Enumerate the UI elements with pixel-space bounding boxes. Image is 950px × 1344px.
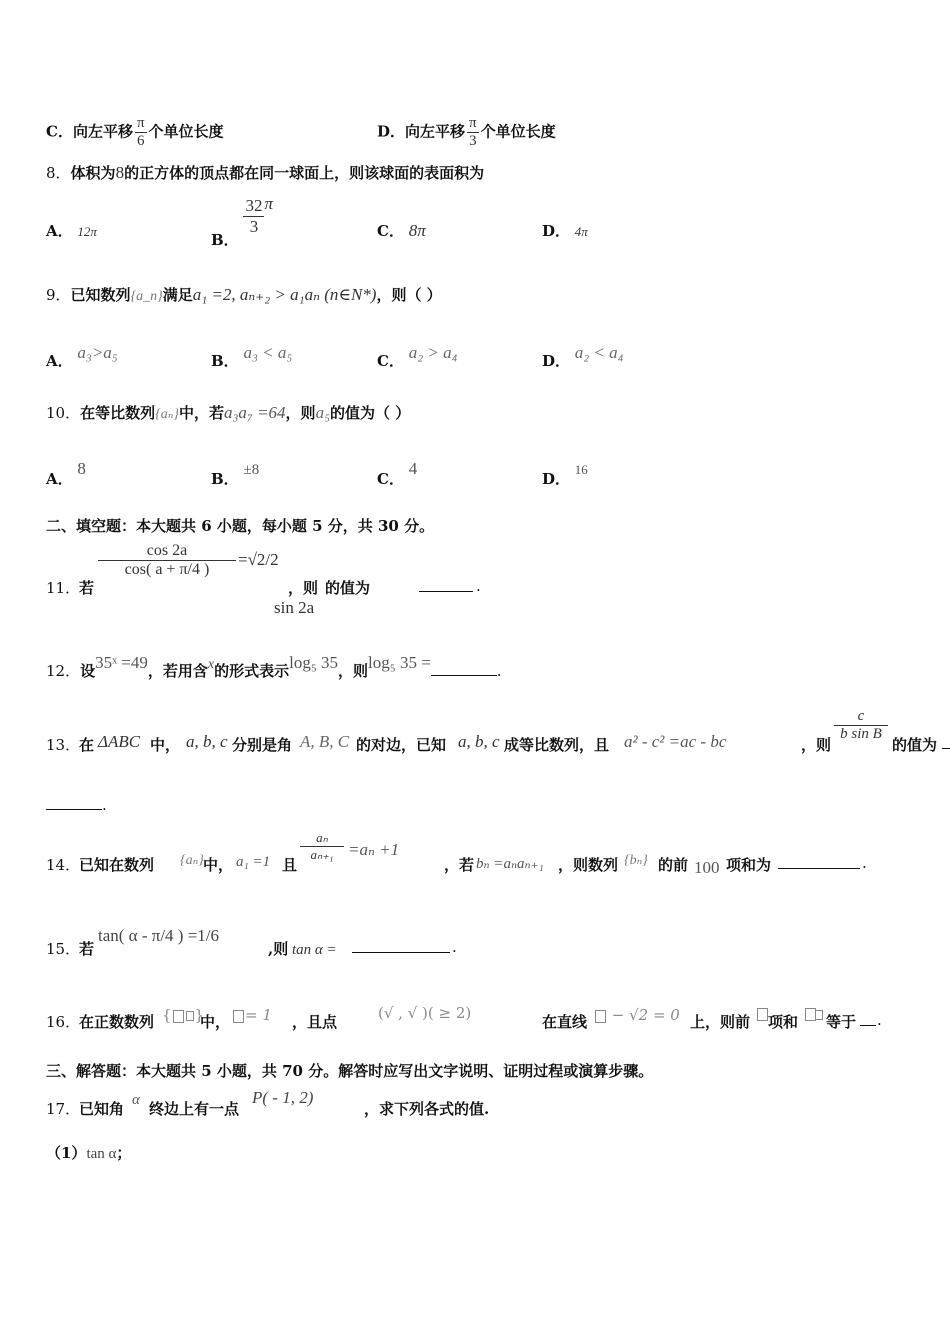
question-12 xyxy=(46,652,502,680)
question-10 xyxy=(46,402,410,423)
question-text: 满足 xyxy=(162,286,193,304)
math-condition-text: = 1 xyxy=(245,1006,272,1024)
period: . xyxy=(452,938,457,956)
math-angle: α xyxy=(132,1092,140,1108)
question-text: ，则数列 xyxy=(558,856,619,874)
frac-num: c xyxy=(834,708,888,726)
question-text: ，求下列各式的值. xyxy=(364,1100,490,1118)
math-sides: a, b, c xyxy=(186,732,228,751)
option-value: 4 xyxy=(408,459,418,478)
answer-blank[interactable] xyxy=(778,854,860,869)
math-sin: sin 2a xyxy=(274,598,315,617)
q8-option-d[interactable] xyxy=(542,220,588,241)
option-text: 向左平移 xyxy=(72,122,133,141)
option-label: C． xyxy=(377,352,404,370)
fraction xyxy=(98,542,236,579)
question-number: 16． xyxy=(46,1013,81,1031)
question-text: 体积为 xyxy=(70,164,116,182)
q10-option-d[interactable] xyxy=(542,458,588,488)
math-triangle: ΔABC xyxy=(98,732,141,751)
section-3-heading: 三、解答题：本大题共 5 小题，共 70 分。解答时应写出文字说明、证明过程或演算步骤。 xyxy=(46,1062,654,1080)
question-text: 中， xyxy=(203,856,234,874)
question-text: ，则 xyxy=(338,662,369,680)
question-8 xyxy=(46,162,484,183)
question-text: 项和为 xyxy=(726,856,772,874)
frac-num: cos 2a xyxy=(98,542,236,561)
frac-den: 6 xyxy=(137,133,145,149)
option-label: B． xyxy=(211,352,239,370)
answer-blank[interactable] xyxy=(419,577,473,592)
question-number: 17． xyxy=(46,1100,81,1118)
option-value: 4π xyxy=(574,224,588,239)
question-text: 已知在数列 xyxy=(79,856,155,874)
question-13-cont xyxy=(46,795,107,814)
q7-option-c xyxy=(46,115,224,150)
math-sequence: {bₙ} xyxy=(624,853,648,868)
question-text: ，则（ ） xyxy=(376,286,442,304)
math-rhs: =aₙ +1 xyxy=(348,840,400,859)
fraction xyxy=(300,830,344,863)
math-target: a₅ xyxy=(315,403,330,422)
question-text: 在 xyxy=(79,736,95,754)
math-line xyxy=(594,1006,680,1024)
q10-option-b[interactable] xyxy=(211,458,260,488)
question-text: 的形式表示 xyxy=(214,662,290,680)
question-text: ； xyxy=(116,1144,132,1162)
fraction xyxy=(135,115,147,150)
period: . xyxy=(877,1011,882,1029)
option-value: 8 xyxy=(77,459,86,478)
frac-den: 3 xyxy=(469,133,477,149)
math-expr: log₅ 35 xyxy=(289,653,339,672)
question-text: 成等比数列，且 xyxy=(504,736,610,754)
math-point: P( - 1, 2) xyxy=(252,1088,314,1107)
option-value: a₂ < a₄ xyxy=(574,343,624,362)
question-number: 11． xyxy=(46,579,81,597)
q10-option-a[interactable] xyxy=(46,458,86,488)
question-text: 已知角 xyxy=(79,1100,125,1118)
period: . xyxy=(476,577,481,595)
frac-den: 3 xyxy=(249,217,259,236)
question-text: ，则 xyxy=(801,736,832,754)
question-text: ，若 xyxy=(444,856,475,874)
question-text: ，若用含 xyxy=(147,662,208,680)
question-text: 的正方体的顶点都在同一球面上，则该球面的表面积为 xyxy=(124,164,485,182)
question-text: 中， xyxy=(200,1013,231,1031)
question-number: 15． xyxy=(46,940,81,958)
period: . xyxy=(496,662,502,680)
q8-option-a[interactable] xyxy=(46,220,97,241)
math-point-text: (√ , √ )( ≥ 2) xyxy=(378,1004,472,1022)
question-text: 分别是角 xyxy=(232,736,293,754)
question-number: 12． xyxy=(46,662,81,680)
question-number: 9． xyxy=(46,286,71,304)
q9-option-b[interactable] xyxy=(211,342,293,370)
math-var: x xyxy=(207,657,215,672)
option-label: D． xyxy=(542,222,571,240)
question-text: 设 xyxy=(80,662,96,680)
question-text: 在正数数列 xyxy=(79,1013,155,1031)
frac-den: aₙ₊₁ xyxy=(310,847,334,862)
option-label: D． xyxy=(542,470,571,488)
question-text: 且 xyxy=(282,856,298,874)
question-text: ，且点 xyxy=(292,1013,338,1031)
q9-option-c[interactable] xyxy=(377,342,458,370)
q8-option-c[interactable] xyxy=(377,220,426,241)
frac-num: π xyxy=(469,115,477,131)
q7-option-d xyxy=(377,115,556,150)
math-expr: tan α xyxy=(86,1146,117,1162)
math-target: tan α = xyxy=(292,942,337,958)
option-label: C． xyxy=(46,122,73,141)
math-condition: a² - c² =ac - bc xyxy=(624,732,727,751)
math-condition xyxy=(232,1006,272,1024)
q10-option-c[interactable] xyxy=(377,458,418,488)
q9-option-d[interactable] xyxy=(542,342,624,370)
question-17-part-1 xyxy=(46,1142,131,1163)
question-9 xyxy=(46,284,442,305)
question-text: 已知数列 xyxy=(70,286,131,304)
section-2-heading: 二、填空题：本大题共 6 小题，每小题 5 分，共 30 分。 xyxy=(46,517,435,535)
option-text: 个单位长度 xyxy=(148,122,224,141)
option-label: D． xyxy=(377,122,406,141)
placeholder-box xyxy=(233,1010,244,1023)
frac-num: aₙ xyxy=(300,830,344,847)
option-value: π xyxy=(264,193,273,213)
placeholder-box xyxy=(186,1011,194,1021)
option-value: a₃ < a₅ xyxy=(243,343,293,362)
option-text: 个单位长度 xyxy=(480,122,556,141)
question-text: 的值为 xyxy=(892,736,938,754)
period: . xyxy=(102,796,107,814)
answer-blank[interactable] xyxy=(46,795,102,810)
frac-num: 32 xyxy=(245,196,263,215)
fraction xyxy=(467,115,479,150)
question-text: 上，则前 xyxy=(690,1013,751,1031)
period: . xyxy=(862,854,867,872)
option-value: 16 xyxy=(574,462,588,477)
question-number: 8． xyxy=(46,164,71,182)
option-label: A． xyxy=(46,352,73,370)
option-label: B． xyxy=(211,230,239,249)
question-text: ,则 xyxy=(268,940,289,958)
question-text: ，则 xyxy=(288,579,319,597)
frac-den: b sin B xyxy=(840,726,882,742)
answer-blank[interactable] xyxy=(860,1011,876,1026)
math-line-text: − √2 = 0 xyxy=(607,1006,680,1024)
option-value: a₂ > a₄ xyxy=(408,343,458,362)
fraction xyxy=(243,196,264,237)
placeholder-box xyxy=(815,1010,823,1020)
math-condition: a₁ =1 xyxy=(236,854,271,870)
question-text: 的对边，已知 xyxy=(356,736,447,754)
option-label: B． xyxy=(211,470,239,488)
question-text: 若 xyxy=(79,940,95,958)
answer-blank[interactable] xyxy=(431,661,497,676)
fraction xyxy=(834,708,888,743)
math-sequence: { } xyxy=(162,1006,205,1024)
math-sides: a, b, c xyxy=(458,732,500,751)
option-label: D． xyxy=(542,352,571,370)
math-angles: A, B, C xyxy=(300,732,350,751)
math-expr: tan( α - π/4 ) =1/6 xyxy=(98,926,220,945)
question-text: 在等比数列 xyxy=(80,404,156,422)
math-rhs: =√2/2 xyxy=(238,550,279,569)
placeholder-box xyxy=(173,1010,184,1023)
placeholder-box xyxy=(595,1010,606,1023)
answer-blank[interactable] xyxy=(352,938,450,953)
sub-label: （1） xyxy=(46,1144,87,1162)
option-value: 8π xyxy=(408,221,426,240)
option-label: A． xyxy=(46,222,73,240)
question-number: 10． xyxy=(46,404,81,422)
q8-option-b[interactable] xyxy=(211,193,273,249)
question-text: 等于 xyxy=(826,1013,857,1031)
question-text: 的值为（ ） xyxy=(329,404,411,422)
question-text: 终边上有一点 xyxy=(149,1100,240,1118)
frac-den: cos( a + π/4 ) xyxy=(124,561,210,578)
placeholder-box xyxy=(757,1008,768,1021)
q9-option-a[interactable] xyxy=(46,342,118,370)
question-text: 若 xyxy=(79,579,95,597)
math-condition: 35ˣ =49 xyxy=(95,653,148,672)
option-label: A． xyxy=(46,470,73,488)
answer-blank[interactable] xyxy=(942,734,950,749)
question-number: 13． xyxy=(46,736,81,754)
math-sequence: {aₙ} xyxy=(155,407,179,422)
math-condition: a₃a₇ =64 xyxy=(224,403,286,422)
option-label: C． xyxy=(377,222,404,240)
math-value: 8 xyxy=(115,163,125,182)
question-text: ，则 xyxy=(285,404,316,422)
math-condition: a₁ =2, aₙ₊₂ > a₁aₙ (n∈N*) xyxy=(192,285,377,304)
question-text: 在直线 xyxy=(542,1013,588,1031)
question-text: 的值为 xyxy=(325,579,371,597)
question-number: 14． xyxy=(46,856,81,874)
option-value: a₃>a₅ xyxy=(77,343,118,362)
option-value: ±8 xyxy=(243,462,260,478)
math-condition: bₙ =aₙaₙ₊₁ xyxy=(476,856,544,872)
frac-num: π xyxy=(136,115,145,131)
math-point xyxy=(378,1004,471,1022)
math-n: 100 xyxy=(694,858,720,877)
math-sequence: {a_n} xyxy=(130,289,163,304)
option-text: 向左平移 xyxy=(405,122,466,141)
question-text: 的前 xyxy=(658,856,689,874)
question-text: 项和 xyxy=(768,1013,799,1031)
question-text: 中， xyxy=(150,736,181,754)
question-text: 中，若 xyxy=(178,404,224,422)
math-sequence: {aₙ} xyxy=(180,853,204,868)
math-expr: log₅ 35 = xyxy=(368,653,431,672)
option-label: C． xyxy=(377,470,404,488)
option-value: 12π xyxy=(77,224,97,239)
